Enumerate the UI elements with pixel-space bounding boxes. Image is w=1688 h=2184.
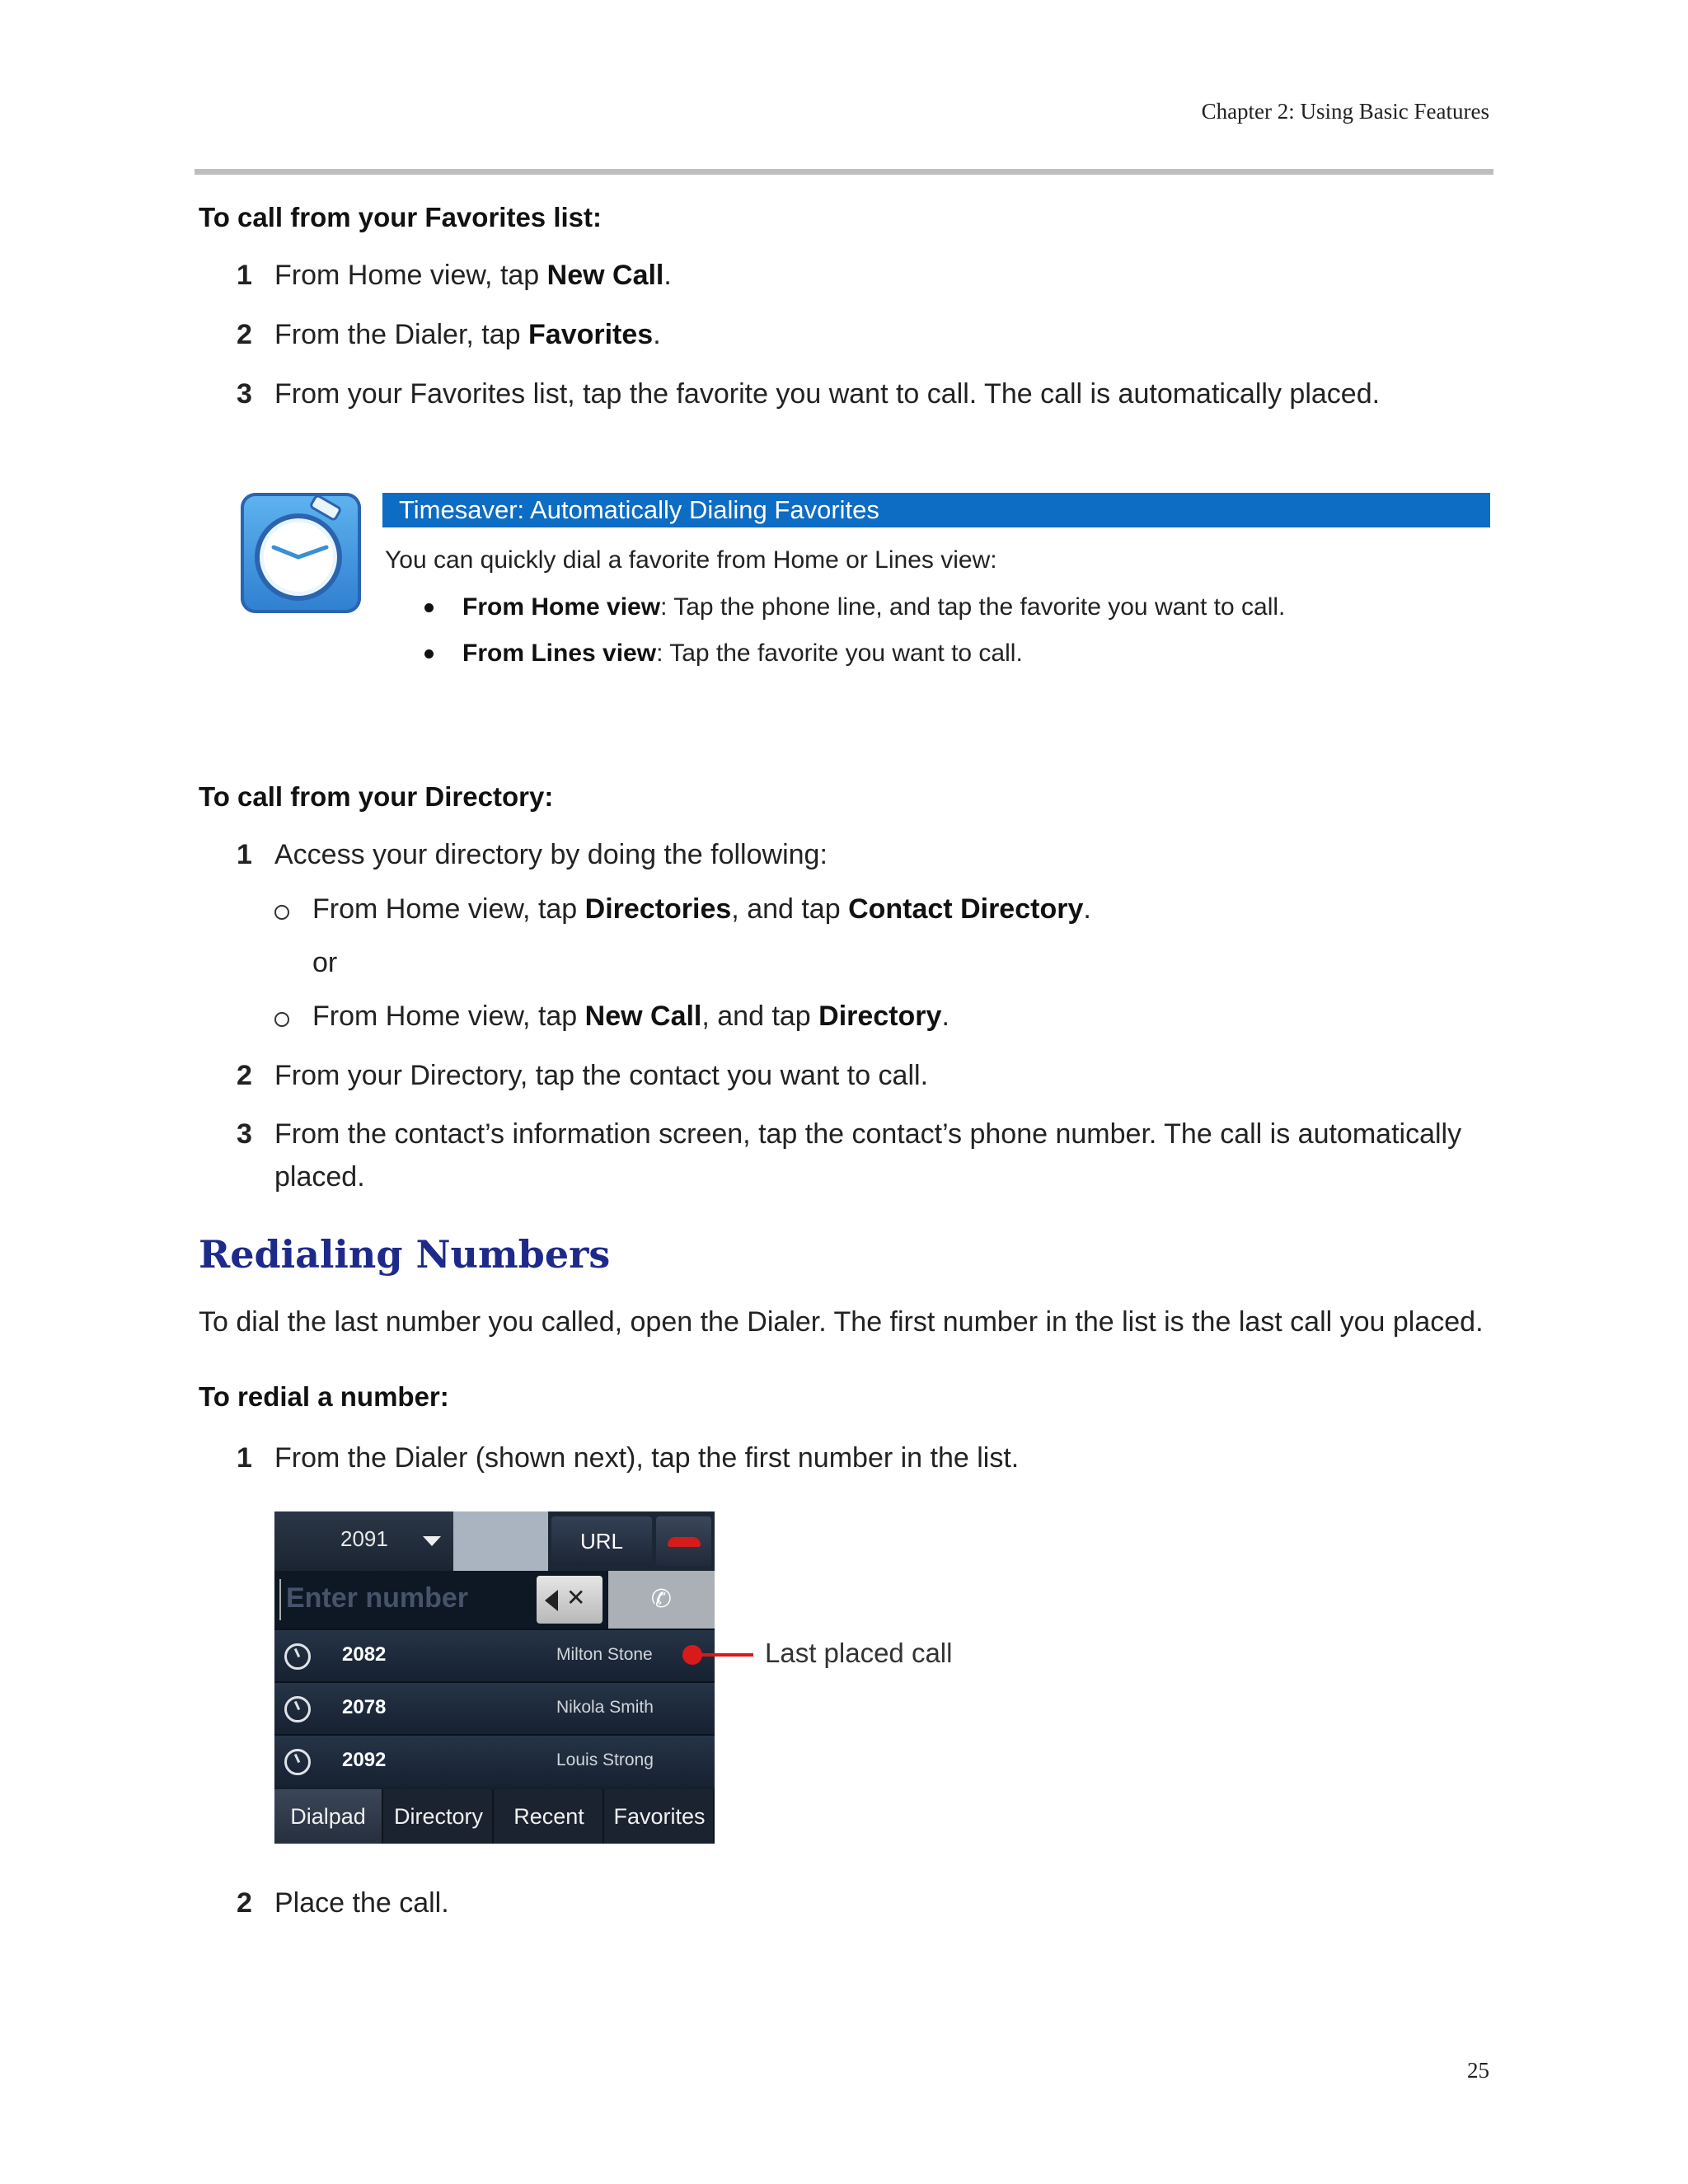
recent-call-row[interactable] xyxy=(274,1681,715,1734)
text-cursor xyxy=(279,1579,281,1620)
bullet-text: : Tap the phone line, and tap the favorite you want to call. xyxy=(660,593,1286,621)
step-number: 1 xyxy=(237,1442,252,1474)
clock-icon xyxy=(284,1696,311,1722)
chapter-header: Chapter 2: Using Basic Features xyxy=(1201,99,1489,124)
step-text: From the contact’s information screen, tap the contact’s phone number. The call is automatically xyxy=(274,1118,1462,1150)
tab-recent[interactable]: Recent xyxy=(495,1789,604,1844)
dropdown-arrow-icon xyxy=(423,1536,441,1546)
substep-bold: New Call xyxy=(584,1001,702,1032)
step-bold: Favorites xyxy=(528,319,654,350)
callout-line xyxy=(692,1653,753,1657)
step-number: 1 xyxy=(237,839,252,870)
line-number: 2091 xyxy=(340,1526,388,1551)
bullet-dot xyxy=(424,649,434,658)
redial-intro: To dial the last number you called, open the Dialer. The first number in the list is the last call you placed. xyxy=(199,1306,1484,1338)
directory-step-3-cont: placed. xyxy=(274,1161,365,1193)
bullet-bold: From Lines view xyxy=(462,640,657,667)
dialer-tabs xyxy=(274,1789,715,1844)
recent-name: Nikola Smith xyxy=(556,1698,654,1717)
step-text: . xyxy=(653,319,661,350)
substep-bold: Contact Directory xyxy=(848,893,1084,925)
step-number: 2 xyxy=(237,1887,252,1919)
clock-icon xyxy=(284,1643,311,1670)
circle-bullet xyxy=(274,905,289,920)
timesaver-title-bar xyxy=(382,493,1490,527)
header-rule xyxy=(195,169,1493,175)
line-selector[interactable] xyxy=(274,1511,453,1571)
step-text: From Home view, tap xyxy=(274,260,547,291)
section-title: Redialing Numbers xyxy=(199,1232,611,1277)
step-number: 2 xyxy=(237,1060,252,1091)
page-number: 25 xyxy=(1467,2058,1489,2083)
step-number: 2 xyxy=(237,319,252,350)
substep-bold: Directories xyxy=(584,893,732,925)
bullet-text: : Tap the favorite you want to call. xyxy=(656,640,1023,667)
substep-text: , and tap xyxy=(701,1001,819,1032)
backspace-icon[interactable] xyxy=(537,1576,603,1624)
tab-favorites[interactable]: Favorites xyxy=(606,1789,715,1844)
tab-dialpad[interactable]: Dialpad xyxy=(274,1789,383,1844)
directory-heading: To call from your Directory: xyxy=(199,781,554,812)
step-text: . xyxy=(663,260,672,291)
step-number: 3 xyxy=(237,1118,252,1150)
redial-heading: To redial a number: xyxy=(199,1381,449,1412)
dialer-top-bar xyxy=(274,1511,715,1571)
step-text: From the Dialer, tap xyxy=(274,319,529,350)
substep-text: . xyxy=(941,1001,950,1032)
timesaver-title: Timesaver: Automatically Dialing Favorites xyxy=(399,495,879,524)
clock-icon xyxy=(284,1749,311,1775)
substep-text: . xyxy=(1083,893,1091,925)
substep-text: , and tap xyxy=(731,893,849,925)
substep-bold: Directory xyxy=(818,1001,942,1032)
recent-name: Milton Stone xyxy=(556,1645,653,1664)
recent-call-row[interactable] xyxy=(274,1629,715,1681)
tab-directory[interactable]: Directory xyxy=(385,1789,494,1844)
step-text: From your Directory, tap the contact you want to call. xyxy=(274,1060,929,1091)
circle-bullet xyxy=(274,1012,289,1027)
recent-name: Louis Strong xyxy=(556,1750,654,1769)
step-text: Access your directory by doing the following: xyxy=(274,839,828,870)
stopwatch-icon xyxy=(241,493,361,613)
end-call-icon[interactable] xyxy=(656,1516,711,1566)
step-text: From the Dialer (shown next), tap the first number in the list. xyxy=(274,1442,1020,1474)
phone-icon[interactable]: ✆ xyxy=(608,1571,715,1629)
step-number: 1 xyxy=(237,260,252,291)
favorites-heading: To call from your Favorites list: xyxy=(199,202,602,232)
dialer-screenshot xyxy=(274,1511,715,1844)
or-text: or xyxy=(312,947,338,978)
step-bold: New Call xyxy=(546,260,664,291)
url-button[interactable]: URL xyxy=(551,1516,652,1566)
step-number: 3 xyxy=(237,378,252,410)
recent-number: 2078 xyxy=(342,1696,387,1718)
callout-label: Last placed call xyxy=(765,1638,953,1668)
step-text: From your Favorites list, tap the favorite you want to call. The call is automatically placed. xyxy=(274,378,1381,410)
recent-number: 2082 xyxy=(342,1643,387,1666)
timesaver-intro: You can quickly dial a favorite from Home or Lines view: xyxy=(385,546,997,574)
top-bar-spacer xyxy=(453,1511,548,1571)
number-input-placeholder: Enter number xyxy=(286,1582,469,1614)
number-entry[interactable] xyxy=(274,1571,715,1629)
step-text: Place the call. xyxy=(274,1887,449,1919)
substep-text: From Home view, tap xyxy=(312,893,585,925)
recent-call-row[interactable] xyxy=(274,1734,715,1787)
bullet-dot xyxy=(424,603,434,612)
bullet-bold: From Home view xyxy=(462,593,661,621)
substep-text: From Home view, tap xyxy=(312,1001,585,1032)
recent-number: 2092 xyxy=(342,1749,387,1771)
